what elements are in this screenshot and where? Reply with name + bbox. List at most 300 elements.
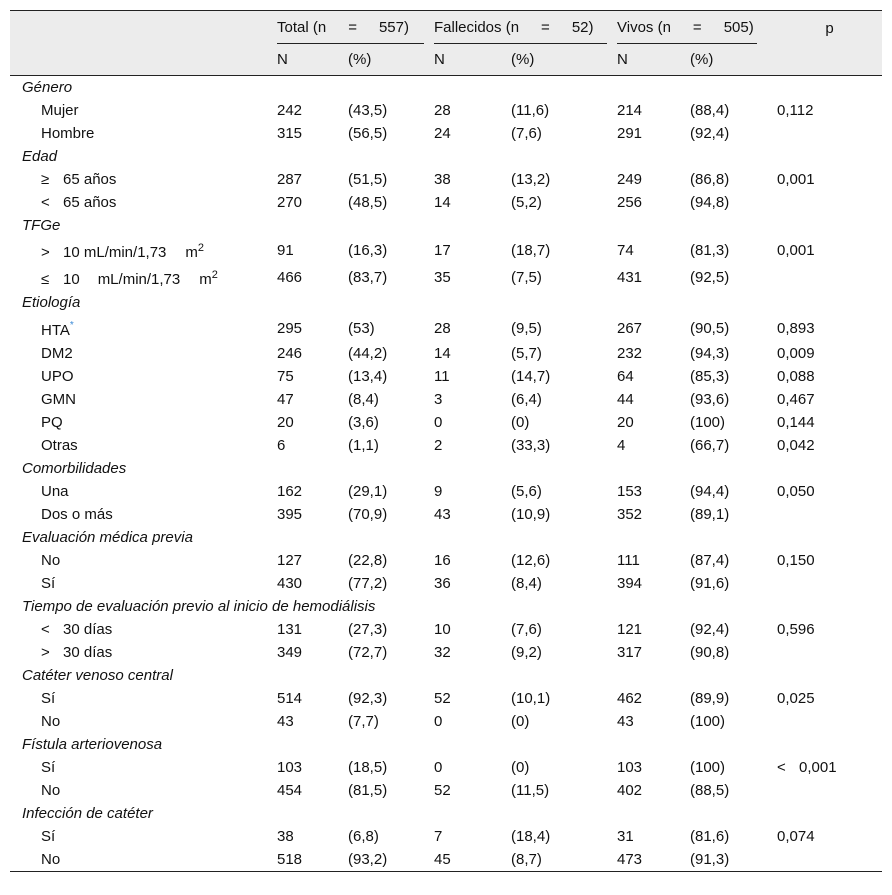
- row-label: [10, 549, 267, 572]
- percent-cell: (51,5): [348, 171, 388, 188]
- row-label: [10, 641, 267, 664]
- comparison-symbol: <: [41, 194, 50, 211]
- row-label-text: 10 mL/min/1,73: [63, 244, 167, 261]
- section-title: Fístula arteriovenosa: [22, 736, 163, 753]
- percent-cell: (86,8): [690, 171, 730, 188]
- percent-cell: (94,8): [690, 194, 730, 211]
- row-label: [10, 434, 267, 457]
- percent-cell: (18,4): [511, 828, 551, 845]
- percent-cell: (66,7): [690, 437, 730, 454]
- unit-text: m: [199, 271, 212, 288]
- count-cell: 52: [434, 690, 451, 707]
- table-row: [10, 264, 882, 291]
- percent-cell: (7,5): [511, 269, 542, 286]
- count-cell: 270: [277, 194, 303, 211]
- percent-cell: (13,2): [511, 171, 551, 188]
- p-value-cell: [767, 314, 882, 342]
- row-label-text: Sí: [41, 575, 56, 592]
- percent-cell: (88,5): [690, 782, 730, 799]
- table-row: [10, 122, 882, 145]
- percent-cell: (89,9): [690, 690, 730, 707]
- row-label-text: UPO: [41, 368, 74, 385]
- count-cell: 38: [434, 171, 451, 188]
- p-value-cell: [767, 434, 882, 457]
- percent-cell: (5,2): [511, 194, 542, 211]
- count-cell: 20: [617, 414, 634, 431]
- header-sub-n: N: [267, 44, 338, 76]
- count-cell: 74: [617, 242, 634, 259]
- header-row-sub: [10, 44, 882, 76]
- comparison-symbol: >: [41, 244, 50, 261]
- count-cell: 466: [277, 269, 303, 286]
- percent-cell: (9,5): [511, 319, 542, 337]
- count-cell: 14: [434, 345, 451, 362]
- row-label: [10, 503, 267, 526]
- comparison-symbol: ≤: [41, 271, 50, 288]
- row-label-text: Hombre: [41, 125, 95, 142]
- p-value: 0,025: [777, 690, 815, 707]
- count-cell: 352: [617, 506, 643, 523]
- percent-cell: (9,2): [511, 644, 542, 661]
- p-value-cell: [767, 848, 882, 872]
- percent-cell: (8,4): [348, 391, 379, 408]
- count-cell: 45: [424, 848, 501, 872]
- section-title: Evaluación médica previa: [22, 529, 193, 546]
- count-cell: 3: [434, 391, 443, 408]
- p-value: 0,112: [777, 102, 814, 119]
- table-container: [10, 10, 882, 872]
- count-cell: 31: [617, 828, 634, 845]
- section-row: [10, 76, 882, 100]
- table-row: [10, 237, 882, 264]
- row-label-text: No: [41, 552, 61, 569]
- count-cell: 11: [434, 368, 450, 385]
- row-label: [10, 122, 267, 145]
- table-row: [10, 572, 882, 595]
- percent-cell: (43,5): [348, 102, 388, 119]
- row-label-text: Sí: [41, 828, 56, 845]
- p-value: 0,150: [777, 552, 815, 569]
- count-cell: 514: [277, 690, 303, 707]
- section-row: [10, 664, 882, 687]
- percent-cell: (77,2): [348, 575, 388, 592]
- count-cell: 0: [434, 759, 443, 776]
- percent-cell: (6,4): [511, 391, 542, 408]
- table-row: [10, 365, 882, 388]
- count-cell: 473: [607, 848, 680, 872]
- percent-cell: (33,3): [511, 437, 551, 454]
- table-row: [10, 710, 882, 733]
- section-row: [10, 733, 882, 756]
- percent-cell: (5,7): [511, 345, 542, 362]
- count-cell: 9: [434, 483, 443, 500]
- comparison-symbol: ≥: [41, 171, 50, 188]
- count-cell: 7: [434, 828, 443, 845]
- row-label: [10, 618, 267, 641]
- footnote-marker[interactable]: *: [69, 320, 74, 331]
- row-label: [10, 687, 267, 710]
- percent-cell: (92,4): [690, 621, 730, 638]
- count-cell: 291: [617, 125, 643, 142]
- section-row: [10, 802, 882, 825]
- count-cell: 2: [434, 437, 443, 454]
- row-label: [10, 365, 267, 388]
- percent-cell: (89,1): [690, 506, 730, 523]
- p-value-cell: [767, 365, 882, 388]
- percent-cell: (0): [511, 713, 530, 730]
- percent-cell: (14,7): [511, 368, 551, 385]
- table-row: [10, 549, 882, 572]
- count-cell: 103: [277, 759, 303, 776]
- count-cell: 14: [434, 194, 451, 211]
- count-cell: 75: [277, 368, 294, 385]
- section-row: [10, 214, 882, 237]
- row-label: [10, 572, 267, 595]
- row-label-text: 65 años: [63, 194, 117, 211]
- table-row: [10, 388, 882, 411]
- p-value: 0,144: [777, 414, 815, 431]
- row-label-text: Dos o más: [41, 506, 113, 523]
- p-value: 0,074: [777, 828, 815, 845]
- p-value-cell: [767, 687, 882, 710]
- percent-cell: (7,6): [511, 125, 542, 142]
- count-cell: 518: [267, 848, 338, 872]
- table-row: [10, 342, 882, 365]
- table-row: [10, 779, 882, 802]
- count-cell: 349: [277, 644, 303, 661]
- count-cell: 232: [617, 345, 643, 362]
- row-label-text: 65 años: [63, 171, 117, 188]
- percent-cell: (91,6): [690, 575, 730, 592]
- header-empty-cell: [10, 44, 267, 76]
- count-cell: 214: [617, 102, 643, 119]
- p-value-cell: [767, 825, 882, 848]
- count-cell: 454: [277, 782, 303, 799]
- row-label-text: 30 días: [63, 621, 113, 638]
- count-cell: 28: [434, 319, 451, 337]
- table-row: [10, 434, 882, 457]
- row-label: [10, 756, 267, 779]
- count-cell: 28: [434, 102, 451, 119]
- p-value-cell: [767, 342, 882, 365]
- row-label: [10, 264, 267, 291]
- header-empty-cell: [10, 11, 267, 45]
- count-cell: 242: [277, 102, 303, 119]
- percent-cell: (93,6): [690, 391, 730, 408]
- header-group-total: Total (n = 557): [267, 11, 424, 45]
- count-cell: 4: [617, 437, 626, 454]
- section-title: Edad: [22, 148, 58, 165]
- count-cell: 64: [617, 368, 634, 385]
- data-table: [10, 10, 882, 872]
- count-cell: 127: [277, 552, 303, 569]
- section-row: [10, 145, 882, 168]
- count-cell: 36: [434, 575, 451, 592]
- row-label-text: Otras: [41, 437, 78, 454]
- p-value-cell: [767, 122, 882, 145]
- row-label-text: No: [41, 851, 61, 868]
- count-cell: 267: [617, 319, 643, 337]
- count-cell: 35: [434, 269, 451, 286]
- header-sub-n: N: [424, 44, 501, 76]
- count-cell: 402: [617, 782, 643, 799]
- count-cell: 395: [277, 506, 303, 523]
- table-row: [10, 756, 882, 779]
- section-title: Etiología: [22, 294, 81, 311]
- p-value: 0,001: [777, 242, 815, 259]
- count-cell: 17: [434, 242, 451, 259]
- p-value: 0,050: [777, 483, 815, 500]
- row-label-text: 30 días: [63, 644, 113, 661]
- count-cell: 10: [434, 621, 451, 638]
- count-cell: 295: [277, 319, 303, 337]
- p-value-cell: [767, 191, 882, 214]
- row-label-text: Mujer: [41, 102, 79, 119]
- p-value-cell: [767, 411, 882, 434]
- count-cell: 24: [434, 125, 451, 142]
- p-value-cell: [767, 549, 882, 572]
- percent-cell: (0): [511, 759, 530, 776]
- header-sub-pct: (%): [680, 44, 767, 76]
- p-value-cell: [767, 756, 882, 779]
- percent-cell: (3,6): [348, 414, 379, 431]
- row-label-text: HTA: [41, 322, 70, 339]
- percent-cell: (72,7): [348, 644, 388, 661]
- percent-cell: (100): [690, 414, 726, 431]
- count-cell: 431: [617, 269, 643, 286]
- row-label: [10, 191, 267, 214]
- count-cell: 287: [277, 171, 303, 188]
- p-value-cell: [767, 503, 882, 526]
- count-cell: 256: [617, 194, 643, 211]
- table-row: [10, 99, 882, 122]
- percent-cell: (18,5): [348, 759, 388, 776]
- percent-cell: (8,7): [501, 848, 607, 872]
- percent-cell: (22,8): [348, 552, 388, 569]
- row-label-text: GMN: [41, 391, 76, 408]
- table-row: [10, 687, 882, 710]
- section-title: TFGe: [22, 217, 61, 234]
- percent-cell: (83,7): [348, 269, 388, 286]
- percent-cell: (94,4): [690, 483, 730, 500]
- p-value-cell: [767, 388, 882, 411]
- count-cell: 121: [617, 621, 643, 638]
- p-value-cell: [767, 641, 882, 664]
- p-value: 0,893: [777, 319, 815, 337]
- row-label-text: Sí: [41, 759, 56, 776]
- percent-cell: (81,6): [690, 828, 730, 845]
- percent-cell: (18,7): [511, 242, 551, 259]
- percent-cell: (94,3): [690, 345, 730, 362]
- header-group-fallecidos: Fallecidos (n = 52): [424, 11, 607, 45]
- p-value-cell: [767, 618, 882, 641]
- section-row: [10, 291, 882, 314]
- header-p: p: [767, 11, 882, 76]
- percent-cell: (92,3): [348, 690, 388, 707]
- p-value-cell: [767, 572, 882, 595]
- percent-cell: (5,6): [511, 483, 542, 500]
- row-label: [10, 388, 267, 411]
- count-cell: 103: [617, 759, 643, 776]
- percent-cell: (100): [690, 713, 726, 730]
- percent-cell: (6,8): [348, 828, 379, 845]
- count-cell: 0: [434, 713, 443, 730]
- count-cell: 44: [617, 391, 634, 408]
- row-label: [10, 99, 267, 122]
- count-cell: 32: [434, 644, 451, 661]
- percent-cell: (13,4): [348, 368, 388, 385]
- count-cell: 43: [277, 713, 294, 730]
- section-row: [10, 457, 882, 480]
- row-label-text: No: [41, 713, 61, 730]
- p-value: 0,009: [777, 345, 815, 362]
- count-cell: 315: [277, 125, 303, 142]
- percent-cell: (91,3): [680, 848, 767, 872]
- count-cell: 462: [617, 690, 643, 707]
- percent-cell: (93,2): [338, 848, 424, 872]
- percent-cell: (8,4): [511, 575, 542, 592]
- header-group-vivos: Vivos (n = 505): [607, 11, 767, 45]
- table-row: [10, 191, 882, 214]
- p-value-cell: [767, 480, 882, 503]
- row-label: [10, 411, 267, 434]
- percent-cell: (81,3): [690, 242, 730, 259]
- p-value-cell: [767, 99, 882, 122]
- table-row: [10, 641, 882, 664]
- row-label-text: Una: [41, 483, 69, 500]
- p-value-cell: [767, 237, 882, 264]
- unit-exponent: 2: [211, 269, 218, 281]
- row-label-text: Sí: [41, 690, 56, 707]
- percent-cell: (11,6): [511, 102, 550, 119]
- p-value: 0,001: [777, 171, 815, 188]
- section-title: Catéter venoso central: [22, 667, 173, 684]
- percent-cell: (7,6): [511, 621, 542, 638]
- percent-cell: (90,5): [690, 319, 730, 337]
- percent-cell: (0): [511, 414, 530, 431]
- percent-cell: (48,5): [348, 194, 388, 211]
- row-label: [10, 710, 267, 733]
- p-value: 0,088: [777, 368, 815, 385]
- header-row-groups: [10, 11, 882, 45]
- count-cell: 6: [277, 437, 286, 454]
- percent-cell: (53): [348, 319, 375, 337]
- row-label: [10, 237, 267, 264]
- p-value: 0,001: [799, 759, 837, 776]
- table-row: [10, 411, 882, 434]
- row-label: [10, 342, 267, 365]
- table-row: [10, 848, 882, 872]
- count-cell: 430: [277, 575, 303, 592]
- unit-text: m: [185, 244, 198, 261]
- section-row: [10, 526, 882, 549]
- p-value: 0,467: [777, 391, 815, 408]
- percent-cell: (70,9): [348, 506, 388, 523]
- row-label-text: 10: [63, 271, 80, 288]
- section-title: Tiempo de evaluación previo al inicio de hemodiálisis: [22, 598, 376, 615]
- count-cell: 0: [434, 414, 443, 431]
- table-row: [10, 825, 882, 848]
- percent-cell: (1,1): [348, 437, 379, 454]
- p-value-cell: [767, 710, 882, 733]
- percent-cell: (56,5): [348, 125, 388, 142]
- row-label: [10, 314, 267, 342]
- table-row: [10, 503, 882, 526]
- percent-cell: (88,4): [690, 102, 730, 119]
- percent-cell: (29,1): [348, 483, 388, 500]
- count-cell: 52: [434, 782, 451, 799]
- count-cell: 20: [277, 414, 294, 431]
- row-label-text: No: [41, 782, 61, 799]
- count-cell: 249: [617, 171, 643, 188]
- percent-cell: (12,6): [511, 552, 551, 569]
- section-title: Infección de catéter: [22, 805, 153, 822]
- count-cell: 153: [617, 483, 643, 500]
- unit-exponent: 2: [197, 242, 205, 254]
- comparison-symbol: <: [777, 759, 786, 776]
- count-cell: 162: [277, 483, 303, 500]
- count-cell: 111: [617, 552, 640, 569]
- row-label: [10, 779, 267, 802]
- row-label-text: DM2: [41, 345, 73, 362]
- count-cell: 43: [434, 506, 451, 523]
- table-body: [10, 76, 882, 872]
- count-cell: 47: [277, 391, 294, 408]
- count-cell: 16: [434, 552, 451, 569]
- percent-cell: (11,5): [511, 782, 550, 799]
- row-label: [10, 825, 267, 848]
- comparison-symbol: >: [41, 644, 50, 661]
- section-row: [10, 595, 882, 618]
- row-label-text: PQ: [41, 414, 63, 431]
- p-value-cell: [767, 168, 882, 191]
- percent-cell: (10,9): [511, 506, 551, 523]
- section-title: Género: [22, 79, 73, 96]
- comparison-symbol: <: [41, 621, 50, 638]
- percent-cell: (90,8): [690, 644, 730, 661]
- p-value: 0,596: [777, 621, 815, 638]
- p-value: 0,042: [777, 437, 815, 454]
- row-label-text: mL/min/1,73: [97, 271, 181, 288]
- percent-cell: (100): [690, 759, 726, 776]
- p-value-cell: [767, 779, 882, 802]
- table-row: [10, 168, 882, 191]
- row-label: [10, 480, 267, 503]
- table-row: [10, 618, 882, 641]
- p-value-cell: [767, 264, 882, 291]
- section-title: Comorbilidades: [22, 460, 127, 477]
- table-row: [10, 480, 882, 503]
- header-sub-n: N: [607, 44, 680, 76]
- percent-cell: (16,3): [348, 242, 388, 259]
- count-cell: 317: [617, 644, 643, 661]
- percent-cell: (10,1): [511, 690, 551, 707]
- header-sub-pct: (%): [338, 44, 424, 76]
- percent-cell: (7,7): [348, 713, 379, 730]
- row-label: [10, 848, 267, 872]
- count-cell: 43: [617, 713, 634, 730]
- percent-cell: (92,4): [690, 125, 730, 142]
- percent-cell: (81,5): [348, 782, 388, 799]
- row-label: [10, 168, 267, 191]
- percent-cell: (44,2): [348, 345, 388, 362]
- count-cell: 38: [277, 828, 294, 845]
- count-cell: 131: [277, 621, 303, 638]
- table-row: [10, 314, 882, 342]
- count-cell: 246: [277, 345, 303, 362]
- percent-cell: (92,5): [690, 269, 730, 286]
- header-sub-pct: (%): [501, 44, 607, 76]
